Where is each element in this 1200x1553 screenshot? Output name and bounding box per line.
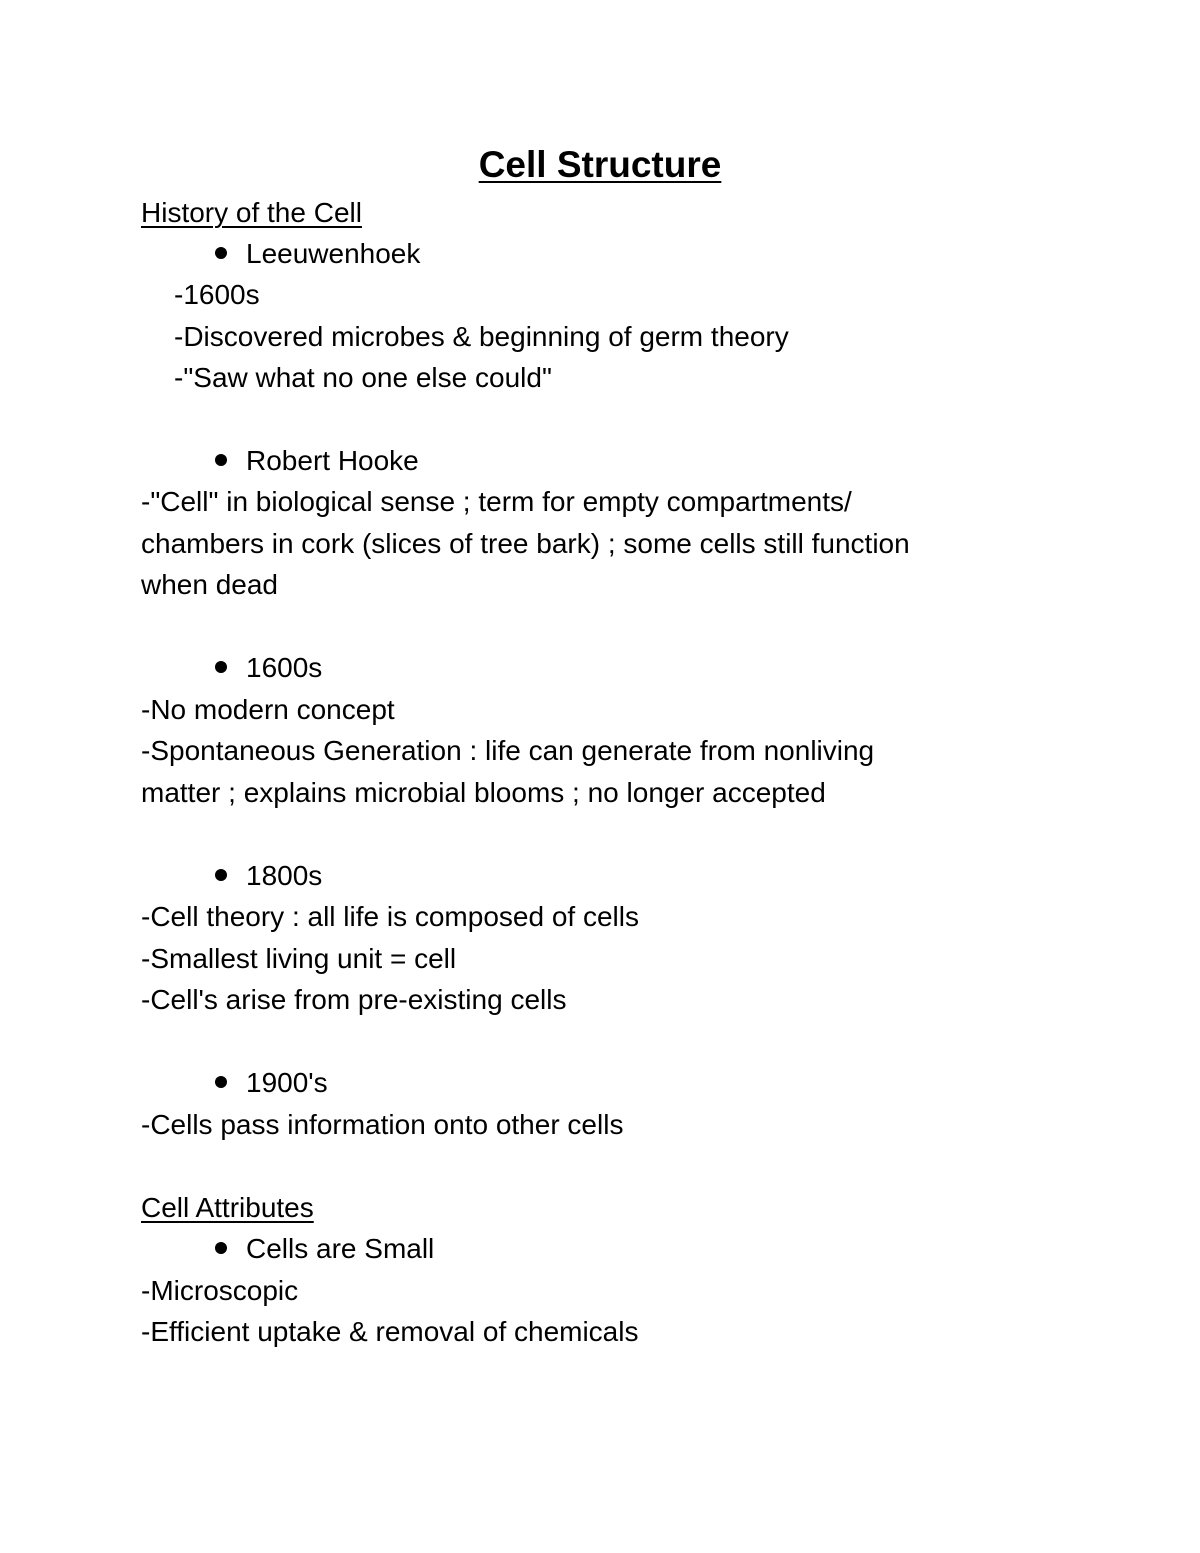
bullet-label: 1600s: [246, 652, 323, 683]
section-heading-history: History of the Cell: [141, 197, 362, 228]
bullet-item-1800s: [215, 859, 322, 893]
note-line: -Cell theory : all life is composed of cells: [141, 901, 639, 932]
bullet-label: 1800s: [246, 860, 323, 891]
bullet-icon: [215, 247, 227, 259]
note-line: -1600s: [174, 279, 260, 310]
note-line: -Microscopic: [141, 1275, 299, 1306]
bullet-label: Robert Hooke: [246, 445, 419, 476]
note-line: -Spontaneous Generation : life can generate from nonliving: [141, 735, 875, 766]
note-line: -Discovered microbes & beginning of germ theory: [174, 321, 789, 352]
note-line: -Cells pass information onto other cells: [141, 1109, 624, 1140]
bullet-icon: [215, 1076, 227, 1088]
bullet-label: Cells are Small: [246, 1233, 435, 1264]
note-line: chambers in cork (slices of tree bark) ; some cells still function: [141, 528, 910, 559]
note-line: when dead: [141, 569, 279, 600]
bullet-icon: [215, 454, 227, 466]
bullet-icon: [215, 869, 227, 881]
note-line: -"Cell" in biological sense ; term for empty compartments/: [141, 486, 852, 517]
note-line: -Smallest living unit = cell: [141, 943, 457, 974]
bullet-item-leeuwenhoek: [215, 237, 420, 271]
note-line: -Cell's arise from pre-existing cells: [141, 984, 567, 1015]
bullet-item-1600s: [215, 651, 322, 685]
bullet-icon: [215, 661, 227, 673]
page-title: Cell Structure: [478, 144, 722, 185]
bullet-item-1900s: [215, 1066, 328, 1100]
section-heading-cell-attributes: Cell Attributes: [141, 1192, 314, 1223]
note-line: -"Saw what no one else could": [174, 362, 552, 393]
bullet-label: 1900's: [246, 1067, 328, 1098]
note-line: matter ; explains microbial blooms ; no longer accepted: [141, 777, 826, 808]
bullet-item-cells-are-small: [215, 1232, 434, 1266]
bullet-icon: [215, 1242, 227, 1254]
note-line: -No modern concept: [141, 694, 395, 725]
bullet-item-robert-hooke: [215, 444, 419, 478]
note-line: -Efficient uptake & removal of chemicals: [141, 1316, 639, 1347]
bullet-label: Leeuwenhoek: [246, 238, 421, 269]
